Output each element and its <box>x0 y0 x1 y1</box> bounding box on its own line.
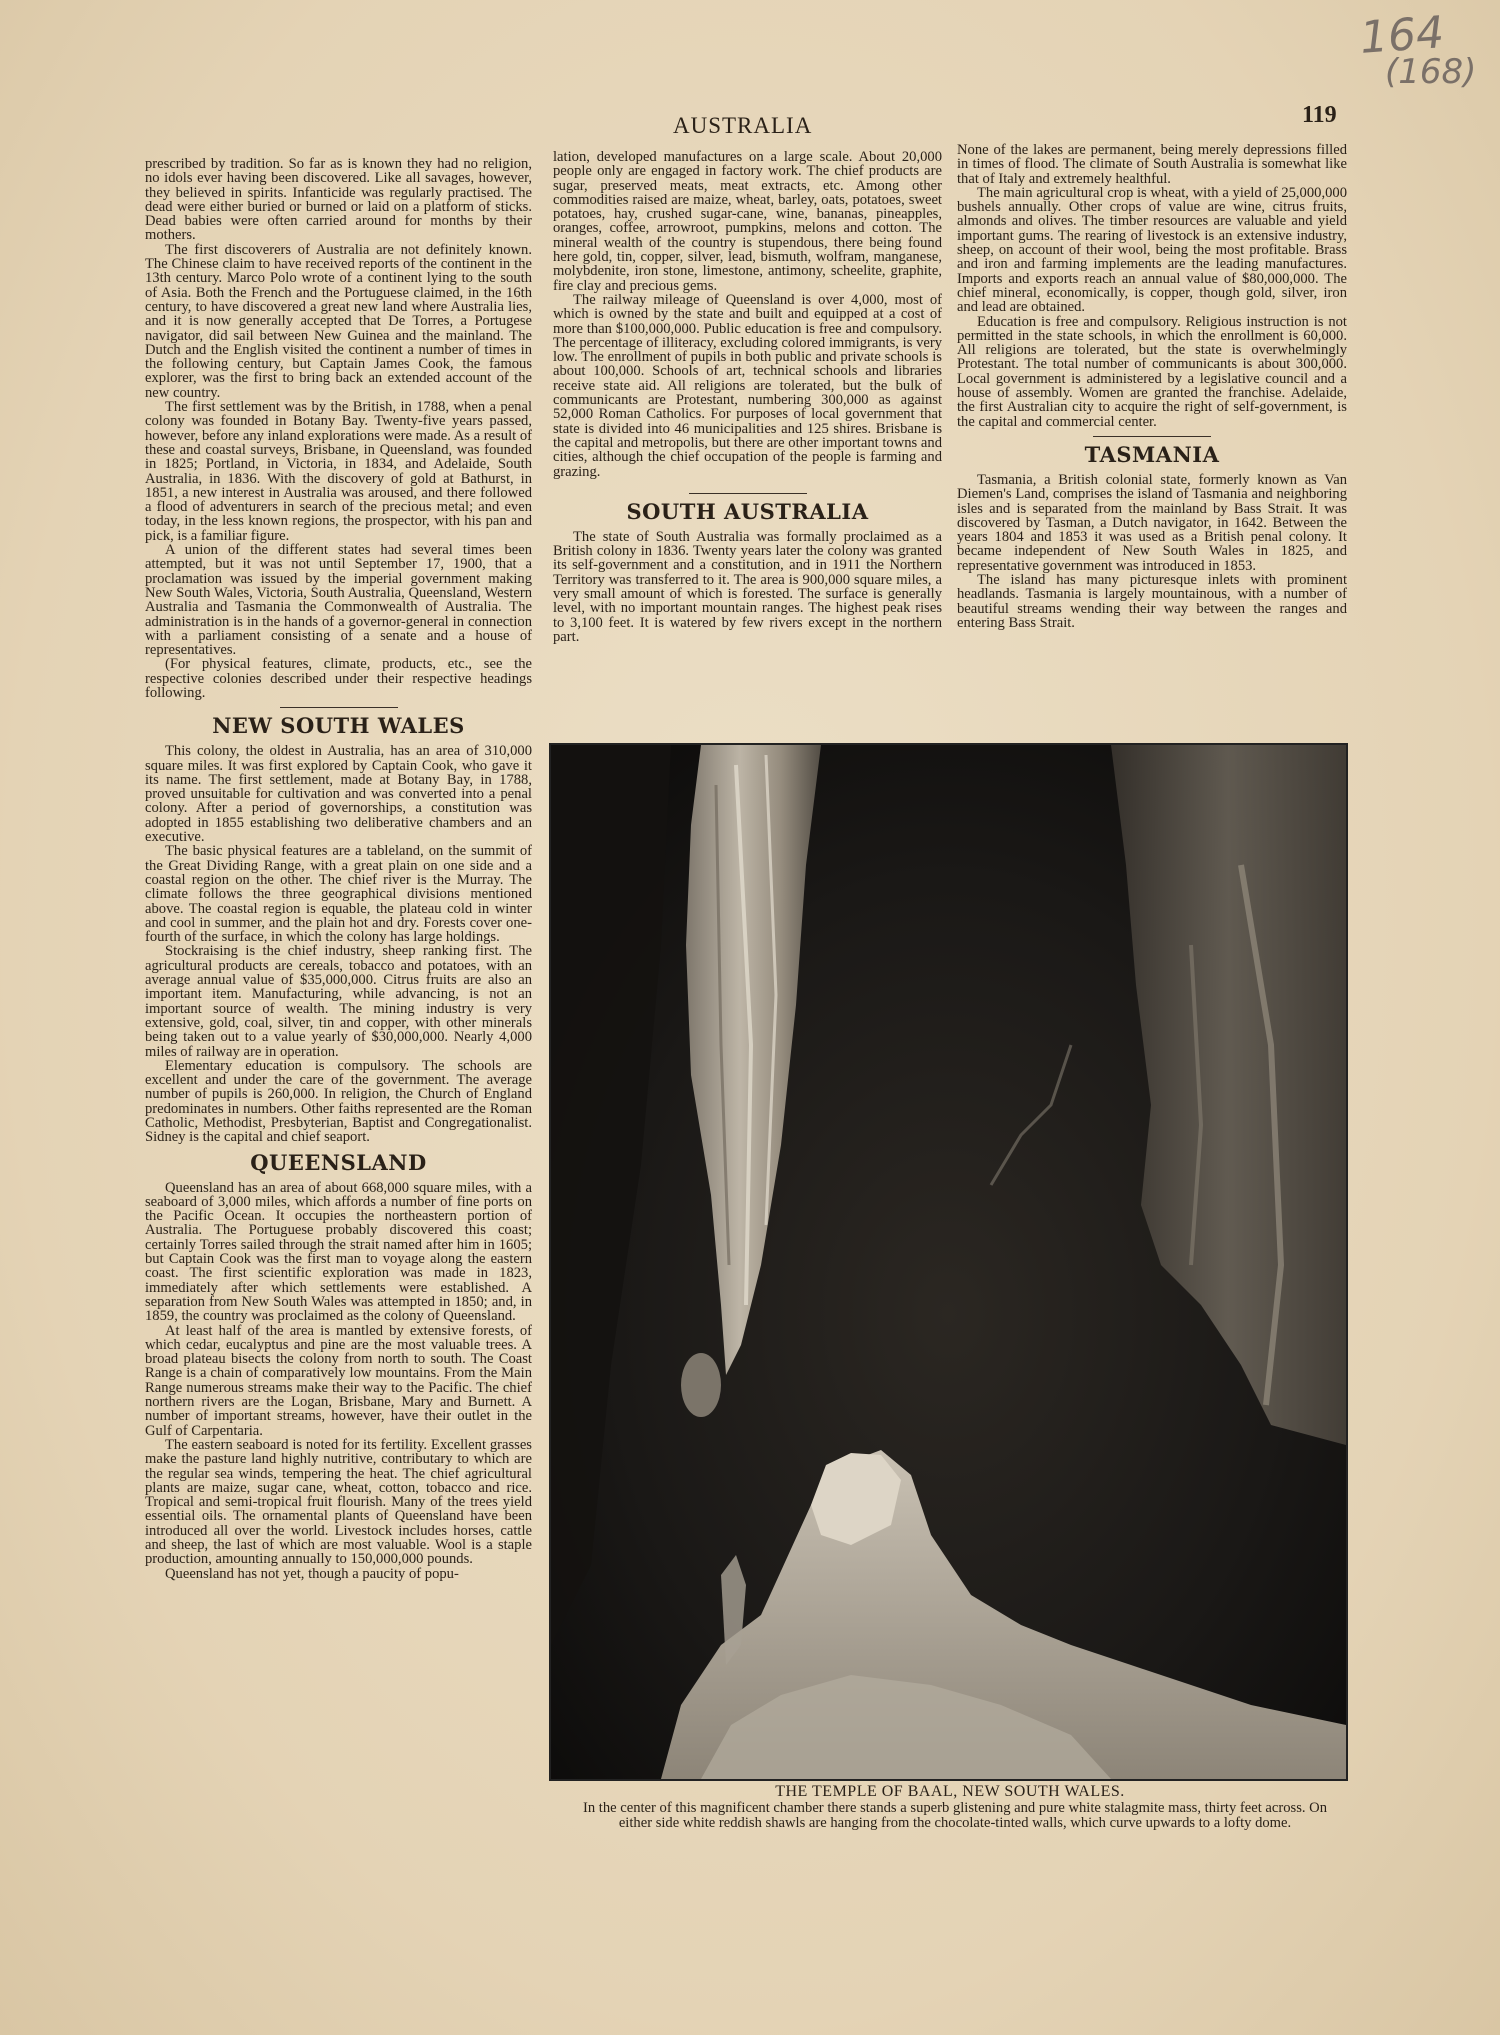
column-middle <box>553 150 942 644</box>
paragraph: The basic physical features are a tableland, on the summit of the Great Dividing Range, with a great plain on one side and a coastal region on the other. The chief river is the Murray. The climate follows the three geographical divisions mentioned above. The coastal region is equable, the plateau cold in winter and cool in summer, and the plain hot and dry. Forests cover one-fourth of the surface, in which the colony has large holdings. <box>145 843 532 946</box>
paragraph: At least half of the area is mantled by extensive forests, of which cedar, eucalyptus and pine are the most valuable trees. A broad plateau bisects the colony from north to south. The Coast Range is a chain of comparatively low mountains. From the Main Range numerous streams make their way to the Pacific. The chief northern rivers are the Logan, Brisbane, Mary and Burnett. A number of important streams, however, have their outlet in the Gulf of Carpentaria. <box>145 1322 532 1439</box>
handwritten-note: (168) <box>1385 52 1477 92</box>
column-right <box>957 143 1347 630</box>
page-number: 119 <box>1302 102 1337 128</box>
paragraph: Elementary education is compulsory. The schools are excellent and under the care of the government. The average number of pupils is 260,000. In religion, the Church of England predominates in numbers. Other faiths represented are the Roman Catholic, Methodist, Presbyterian, Baptist and Congregationalist. Sidney is the capital and chief seaport. <box>145 1057 532 1146</box>
section-heading-tasmania: TASMANIA <box>1084 441 1220 467</box>
paragraph: prescribed by tradition. So far as is known they had no religion, no idols ever having been discovered. Like all savages, however, they believed in spirits. Infanticide was regularly practised. The dead were either buried or burned or laid on a platform of sticks. Dead babies were often carried around for months by their mothers. <box>145 156 532 244</box>
column-left <box>145 157 532 1581</box>
paragraph: Queensland has an area of about 668,000 square miles, with a seaboard of 3,000 miles, which affords a number of fine ports on the Pacific Ocean. It occupies the northeastern portion of Australia. The Portuguese probably discovered this coast; certainly Torres sailed through the strait named after him in 1605; but Captain Cook was the first man to voyage along the eastern coast. The first scientific exploration was made in 1823, immediately after which settlements were established. A separation from New South Wales was attempted in 1850; and, in 1859, the country was proclaimed as the colony of Queensland. <box>145 1179 532 1325</box>
cave-photograph <box>549 743 1348 1781</box>
paragraph: The island has many picturesque inlets with prominent headlands. Tasmania is largely mountainous, with a number of beautiful streams wending their way between the ranges and entering Bass Strait. <box>957 572 1347 631</box>
section-heading-new-south-wales: NEW SOUTH WALES <box>212 713 465 739</box>
section-heading-queensland: QUEENSLAND <box>250 1149 427 1175</box>
section-divider <box>280 707 398 708</box>
handwritten-number: 164 <box>1358 7 1446 64</box>
paragraph: The state of South Australia was formally proclaimed as a British colony in 1836. Twenty years later the colony was granted its self-government and a constitution, and in 1911 the Northern Territory was transferred to it. The area is 900,000 square miles, a very small amount of which is forested. The surface is generally level, with no important mountain ranges. The highest peak rises to 3,100 feet. It is watered by few rivers except in the northern part. <box>553 528 942 645</box>
paragraph: Education is free and compulsory. Religious instruction is not permitted in the state schools, in which the enrollment is 60,000. All religions are tolerated, but the state is overwhelmingly Protestant. The total number of communicants is about 300,000. Local government is administered by a legislative council and a house of assembly. Women are granted the franchise. Adelaide, the first Australian city to acquire the right of self-government, is the capital and commercial center. <box>957 313 1347 430</box>
figure-caption-title: THE TEMPLE OF BAAL, NEW SOUTH WALES. <box>775 1783 1125 1800</box>
section-heading-south-australia: SOUTH AUSTRALIA <box>626 498 869 524</box>
paragraph: The first discoverers of Australia are not definitely known. The Chinese claim to have received reports of the continent in the 13th century. Marco Polo wrote of a continent lying to the south of Asia. Both the French and the Portuguese claimed, in the 16th century, to have discovered a great new land where Australia lies, and it is now generally accepted that De Torres, a Portugese navigator, did sail between New Guinea and the mainland. The Dutch and the English visited the continent a number of times in the following century, but Captain James Cook, the famous explorer, was the first to bring back an extended account of the new country. <box>145 241 532 401</box>
paragraph: The first settlement was by the British, in 1788, when a penal colony was founded in Botany Bay. Twenty-five years passed, however, before any inland explorations were made. As a result of these and coastal surveys, Brisbane, in Queensland, was founded in 1825; Portland, in Victoria, in 1834, and Adelaide, South Australia, in 1836. With the discovery of gold at Bathurst, in 1851, a new interest in Australia was aroused, and there followed a flood of adventurers in search of the precious metal; and even today, in the less known regions, the prospector, with his pan and pick, is a familiar figure. <box>145 399 532 544</box>
cave-photograph-image <box>551 745 1346 1779</box>
paragraph: The eastern seaboard is noted for its fertility. Excellent grasses make the pasture land highly nutritive, contributary to which are the regular sea winds, tempering the heat. The chief agricultural plants are maize, sugar cane, wheat, cotton, tobacco and rice. Tropical and semi-tropical fruit flourish. Many of the trees yield essential oils. The ornamental plants of Queensland have been introduced all over the world. Livestock includes horses, cattle and sheep, the last of which are most valuable. Wool is a staple production, amounting annually to 150,000,000 pounds. <box>145 1436 532 1568</box>
paragraph: The main agricultural crop is wheat, with a yield of 25,000,000 bushels annually. Other crops of value are wine, citrus fruits, almonds and olives. The timber resources are valuable and yield important gums. The rearing of livestock is an extensive industry, sheep, on account of their wool, being the most profitable. Brass and iron and farming implements are the leading manufactures. Imports and exports reach an annual value of $80,000,000. The chief mineral, economically, is copper, though gold, silver, iron and lead are obtained. <box>957 184 1347 316</box>
paragraph: Tasmania, a British colonial state, formerly known as Van Diemen's Land, comprises the island of Tasmania and neighboring isles and is separated from the mainland by Bass Strait. It was discovered by Tasman, a Dutch navigator, in 1642. Between the years 1804 and 1853 it was used as a British penal colony. It became independent of New South Wales in 1825, and representative government was introduced in 1853. <box>957 471 1347 574</box>
paragraph: lation, developed manufactures on a large scale. About 20,000 people only are engaged in factory work. The chief products are sugar, preserved meats, meat extracts, etc. Among other commodities raised are maize, wheat, barley, oats, potatoes, sweet potatoes, hay, crushed sugar-cane, wine, bananas, pineapples, oranges, coffee, arrowroot, pumpkins, melons and cotton. The mineral wealth of the country is stupendous, there being found here gold, tin, copper, silver, lead, bismuth, wolfram, manganese, molybdenite, iron stone, limestone, antimony, scheelite, graphite, fire clay and precious gems. <box>553 149 942 294</box>
paragraph: None of the lakes are permanent, being merely depressions filled in times of flood. The climate of South Australia is somewhat like that of Italy and extremely healthful. <box>957 142 1347 187</box>
paragraph: Stockraising is the chief industry, sheep ranking first. The agricultural products are cereals, tobacco and potatoes, with an average annual value of $35,000,000. Citrus fruits are also an important item. Manufacturing, while advancing, is not an important source of wealth. The mining industry is very extensive, gold, coal, silver, tin and copper, with other minerals being taken out to a value yearly of $30,000,000. Nearly 4,000 miles of railway are in operation. <box>145 943 532 1060</box>
running-head: AUSTRALIA <box>673 113 813 138</box>
paragraph: (For physical features, climate, products, etc., see the respective colonies described under their respective headings following. <box>145 656 532 701</box>
paragraph: This colony, the oldest in Australia, has an area of 310,000 square miles. It was first explored by Captain Cook, who gave it its name. The first settlement, made at Botany Bay, in 1788, proved unsuitable for cultivation and was converted into a penal colony. After a period of governorships, a constitution was adopted in 1855 establishing two deliberative chambers and an executive. <box>145 743 532 846</box>
paragraph: The railway mileage of Queensland is over 4,000, most of which is owned by the state and built and equipped at a cost of more than $100,000,000. Public education is free and compulsory. The percentage of illiteracy, excluding colored immigrants, is very low. The enrollment of pupils in both public and private schools is about 100,000. Schools of art, technical schools and libraries receive state aid. All religions are tolerated, but the bulk of communicants are Protestant, numbering 300,000 as against 52,000 Roman Catholics. For purposes of local government that state is divided into 46 municipalities and 125 shires. Brisbane is the capital and metropolis, but there are other important towns and cities, although the chief occupation of the people is farming and grazing. <box>553 291 942 480</box>
section-divider <box>689 493 807 494</box>
figure-caption-text: In the center of this magnificent chamber there stands a superb glistening and pure white stalagmite mass, thirty feet across. On either side white reddish shawls are hanging from the chocolate-tinted walls, which curve upwards to a lofty dome. <box>582 1800 1328 1831</box>
paragraph: Queensland has not yet, though a paucity of popu- <box>165 1565 459 1582</box>
paragraph: A union of the different states had several times been attempted, but it was not until September 17, 1900, that a proclamation was issued by the imperial government making New South Wales, Victoria, South Australia, Queensland, Western Australia and Tasmania the Commonwealth of Australia. The administration is in the hands of a governor-general in connection with a parliament consisting of a senate and a house of representatives. <box>145 542 532 659</box>
section-divider <box>1093 436 1211 437</box>
